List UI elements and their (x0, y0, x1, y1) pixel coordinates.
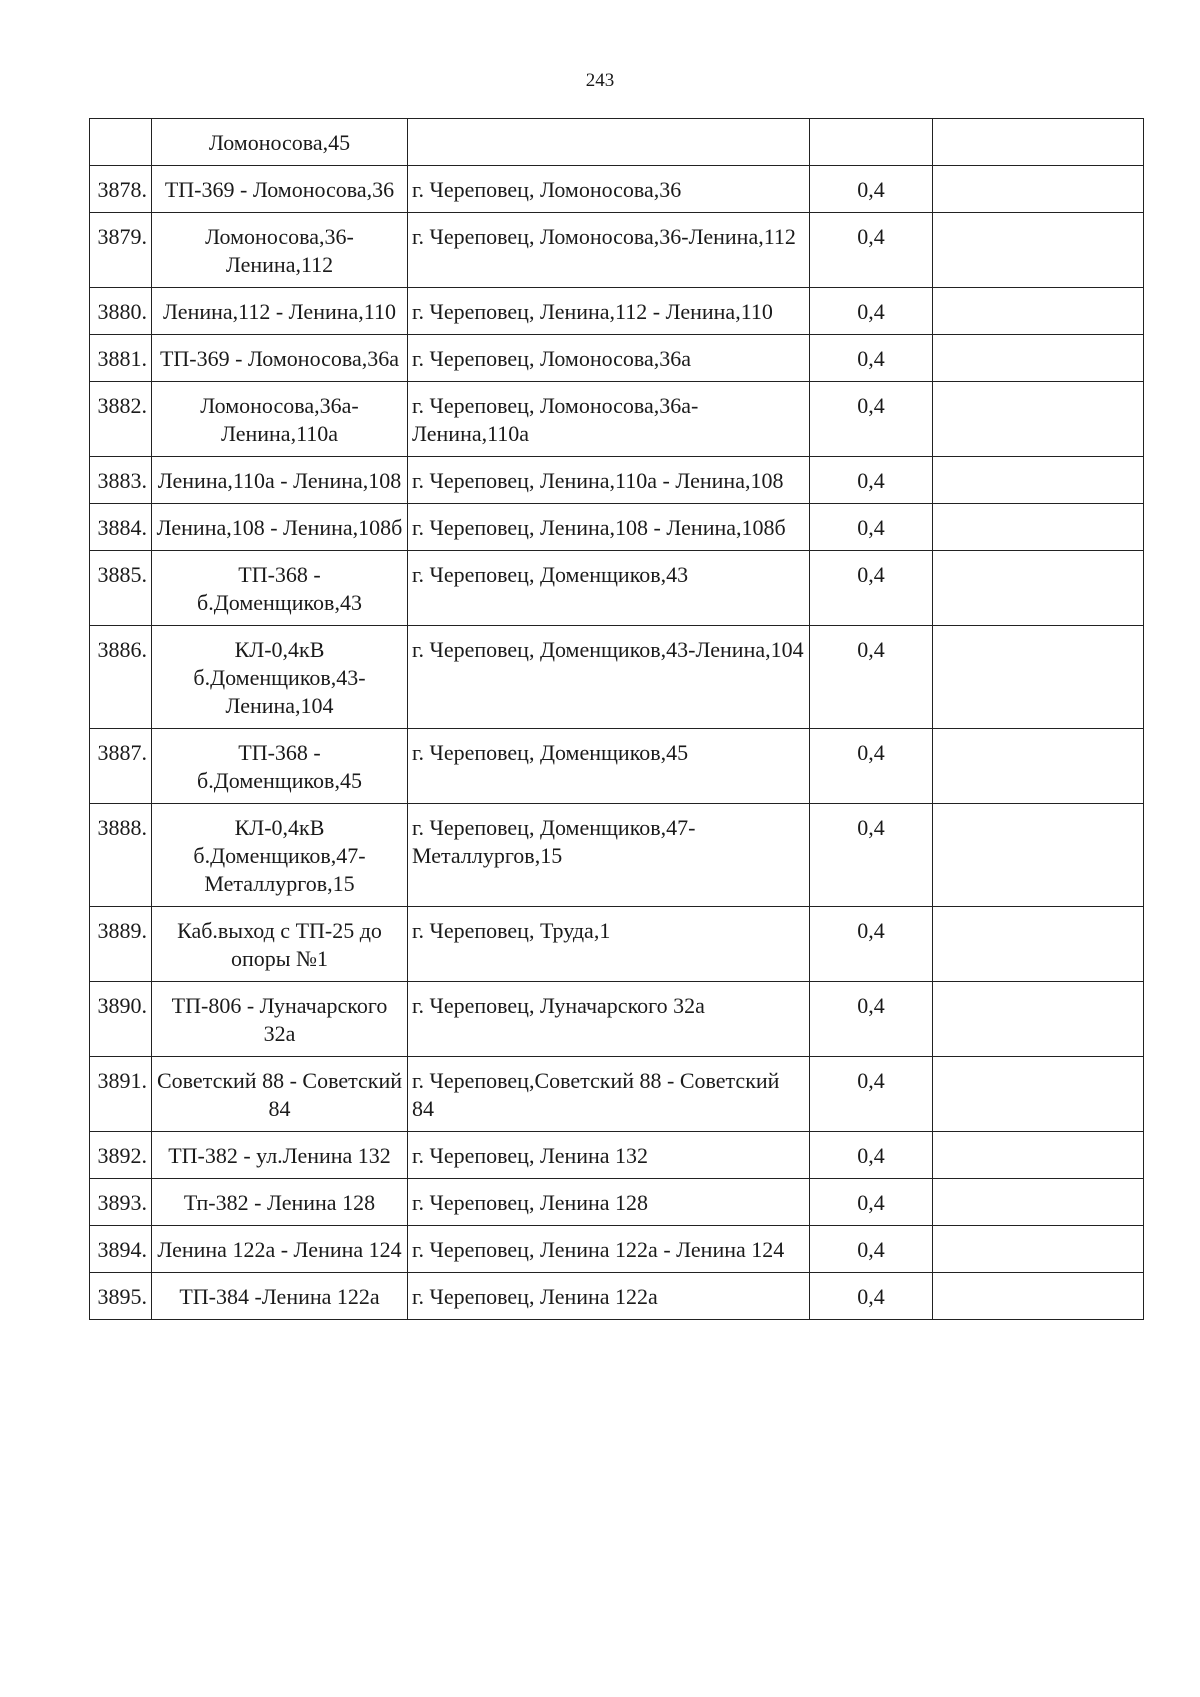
table-row (90, 335, 1144, 382)
voltage-cell: 0,4 (810, 213, 933, 288)
line-name-cell: Ломоносова,45 (152, 119, 408, 166)
extra-cell (933, 504, 1144, 551)
extra-cell (933, 1273, 1144, 1320)
cable-lines-table (89, 118, 1144, 1320)
voltage-cell: 0,4 (810, 335, 933, 382)
address-cell: г. Череповец, Доменщиков,47-Металлургов,15 (408, 804, 810, 907)
row-number-cell: 3893. (90, 1179, 152, 1226)
voltage-cell: 0,4 (810, 1132, 933, 1179)
row-number-cell: 3895. (90, 1273, 152, 1320)
extra-cell (933, 1132, 1144, 1179)
extra-cell (933, 457, 1144, 504)
voltage-cell: 0,4 (810, 1057, 933, 1132)
row-number-cell: 3881. (90, 335, 152, 382)
line-name-cell: ТП-806 - Луначарского 32а (152, 982, 408, 1057)
page-number: 243 (585, 70, 615, 91)
row-number-cell: 3883. (90, 457, 152, 504)
row-number-cell: 3888. (90, 804, 152, 907)
table-row (90, 504, 1144, 551)
line-name-cell: ТП-369 - Ломоносова,36а (152, 335, 408, 382)
line-name-cell: Тп-382 - Ленина 128 (152, 1179, 408, 1226)
extra-cell (933, 551, 1144, 626)
extra-cell (933, 626, 1144, 729)
table-row (90, 1132, 1144, 1179)
address-cell (408, 119, 810, 166)
table-row (90, 457, 1144, 504)
table-row (90, 1179, 1144, 1226)
extra-cell (933, 1226, 1144, 1273)
voltage-cell: 0,4 (810, 907, 933, 982)
table-row (90, 288, 1144, 335)
voltage-cell: 0,4 (810, 504, 933, 551)
voltage-cell: 0,4 (810, 1273, 933, 1320)
address-cell: г. Череповец, Луначарского 32а (408, 982, 810, 1057)
address-cell: г. Череповец, Доменщиков,43-Ленина,104 (408, 626, 810, 729)
line-name-cell: Каб.выход с ТП-25 до опоры №1 (152, 907, 408, 982)
extra-cell (933, 335, 1144, 382)
line-name-cell: КЛ-0,4кВ б.Доменщиков,47-Металлургов,15 (152, 804, 408, 907)
line-name-cell: ТП-384 -Ленина 122а (152, 1273, 408, 1320)
extra-cell (933, 729, 1144, 804)
row-number-cell: 3892. (90, 1132, 152, 1179)
extra-cell (933, 982, 1144, 1057)
table-row (90, 119, 1144, 166)
table-row (90, 1226, 1144, 1273)
line-name-cell: Ленина,108 - Ленина,108б (152, 504, 408, 551)
extra-cell (933, 382, 1144, 457)
table-row (90, 166, 1144, 213)
extra-cell (933, 119, 1144, 166)
row-number-cell: 3894. (90, 1226, 152, 1273)
extra-cell (933, 288, 1144, 335)
extra-cell (933, 166, 1144, 213)
extra-cell (933, 907, 1144, 982)
voltage-cell: 0,4 (810, 457, 933, 504)
address-cell: г. Череповец, Ломоносова,36 (408, 166, 810, 213)
address-cell: г. Череповец, Труда,1 (408, 907, 810, 982)
line-name-cell: Ленина 122а - Ленина 124 (152, 1226, 408, 1273)
address-cell: г. Череповец, Ленина 122а (408, 1273, 810, 1320)
row-number-cell: 3889. (90, 907, 152, 982)
voltage-cell: 0,4 (810, 288, 933, 335)
row-number-cell: 3879. (90, 213, 152, 288)
voltage-cell (810, 119, 933, 166)
address-cell: г. Череповец, Ленина 128 (408, 1179, 810, 1226)
extra-cell (933, 1179, 1144, 1226)
row-number-cell: 3882. (90, 382, 152, 457)
line-name-cell: Ленина,112 - Ленина,110 (152, 288, 408, 335)
row-number-cell: 3886. (90, 626, 152, 729)
table-row (90, 213, 1144, 288)
voltage-cell: 0,4 (810, 1179, 933, 1226)
address-cell: г. Череповец, Ленина,110а - Ленина,108 (408, 457, 810, 504)
line-name-cell: ТП-368 - б.Доменщиков,45 (152, 729, 408, 804)
address-cell: г. Череповец, Доменщиков,45 (408, 729, 810, 804)
table-row (90, 907, 1144, 982)
row-number-cell: 3891. (90, 1057, 152, 1132)
table-row (90, 804, 1144, 907)
voltage-cell: 0,4 (810, 166, 933, 213)
row-number-cell: 3890. (90, 982, 152, 1057)
address-cell: г. Череповец, Ленина,112 - Ленина,110 (408, 288, 810, 335)
address-cell: г. Череповец,Советский 88 - Советский 84 (408, 1057, 810, 1132)
row-number-cell: 3884. (90, 504, 152, 551)
voltage-cell: 0,4 (810, 982, 933, 1057)
line-name-cell: ТП-368 - б.Доменщиков,43 (152, 551, 408, 626)
address-cell: г. Череповец, Ломоносова,36а-Ленина,110а (408, 382, 810, 457)
table-row (90, 1273, 1144, 1320)
table-row (90, 1057, 1144, 1132)
address-cell: г. Череповец, Ленина 122а - Ленина 124 (408, 1226, 810, 1273)
line-name-cell: Ломоносова,36-Ленина,112 (152, 213, 408, 288)
table-row (90, 382, 1144, 457)
voltage-cell: 0,4 (810, 382, 933, 457)
row-number-cell: 3878. (90, 166, 152, 213)
line-name-cell: ТП-369 - Ломоносова,36 (152, 166, 408, 213)
extra-cell (933, 213, 1144, 288)
line-name-cell: ТП-382 - ул.Ленина 132 (152, 1132, 408, 1179)
row-number-cell (90, 119, 152, 166)
line-name-cell: КЛ-0,4кВ б.Доменщиков,43-Ленина,104 (152, 626, 408, 729)
voltage-cell: 0,4 (810, 551, 933, 626)
address-cell: г. Череповец, Ленина,108 - Ленина,108б (408, 504, 810, 551)
extra-cell (933, 804, 1144, 907)
address-cell: г. Череповец, Ленина 132 (408, 1132, 810, 1179)
row-number-cell: 3880. (90, 288, 152, 335)
address-cell: г. Череповец, Доменщиков,43 (408, 551, 810, 626)
voltage-cell: 0,4 (810, 804, 933, 907)
voltage-cell: 0,4 (810, 729, 933, 804)
line-name-cell: Советский 88 - Советский 84 (152, 1057, 408, 1132)
table-row (90, 551, 1144, 626)
voltage-cell: 0,4 (810, 1226, 933, 1273)
table-row (90, 626, 1144, 729)
row-number-cell: 3885. (90, 551, 152, 626)
table-row (90, 729, 1144, 804)
voltage-cell: 0,4 (810, 626, 933, 729)
table-row (90, 982, 1144, 1057)
address-cell: г. Череповец, Ломоносова,36-Ленина,112 (408, 213, 810, 288)
row-number-cell: 3887. (90, 729, 152, 804)
line-name-cell: Ломоносова,36а-Ленина,110а (152, 382, 408, 457)
line-name-cell: Ленина,110а - Ленина,108 (152, 457, 408, 504)
address-cell: г. Череповец, Ломоносова,36а (408, 335, 810, 382)
extra-cell (933, 1057, 1144, 1132)
